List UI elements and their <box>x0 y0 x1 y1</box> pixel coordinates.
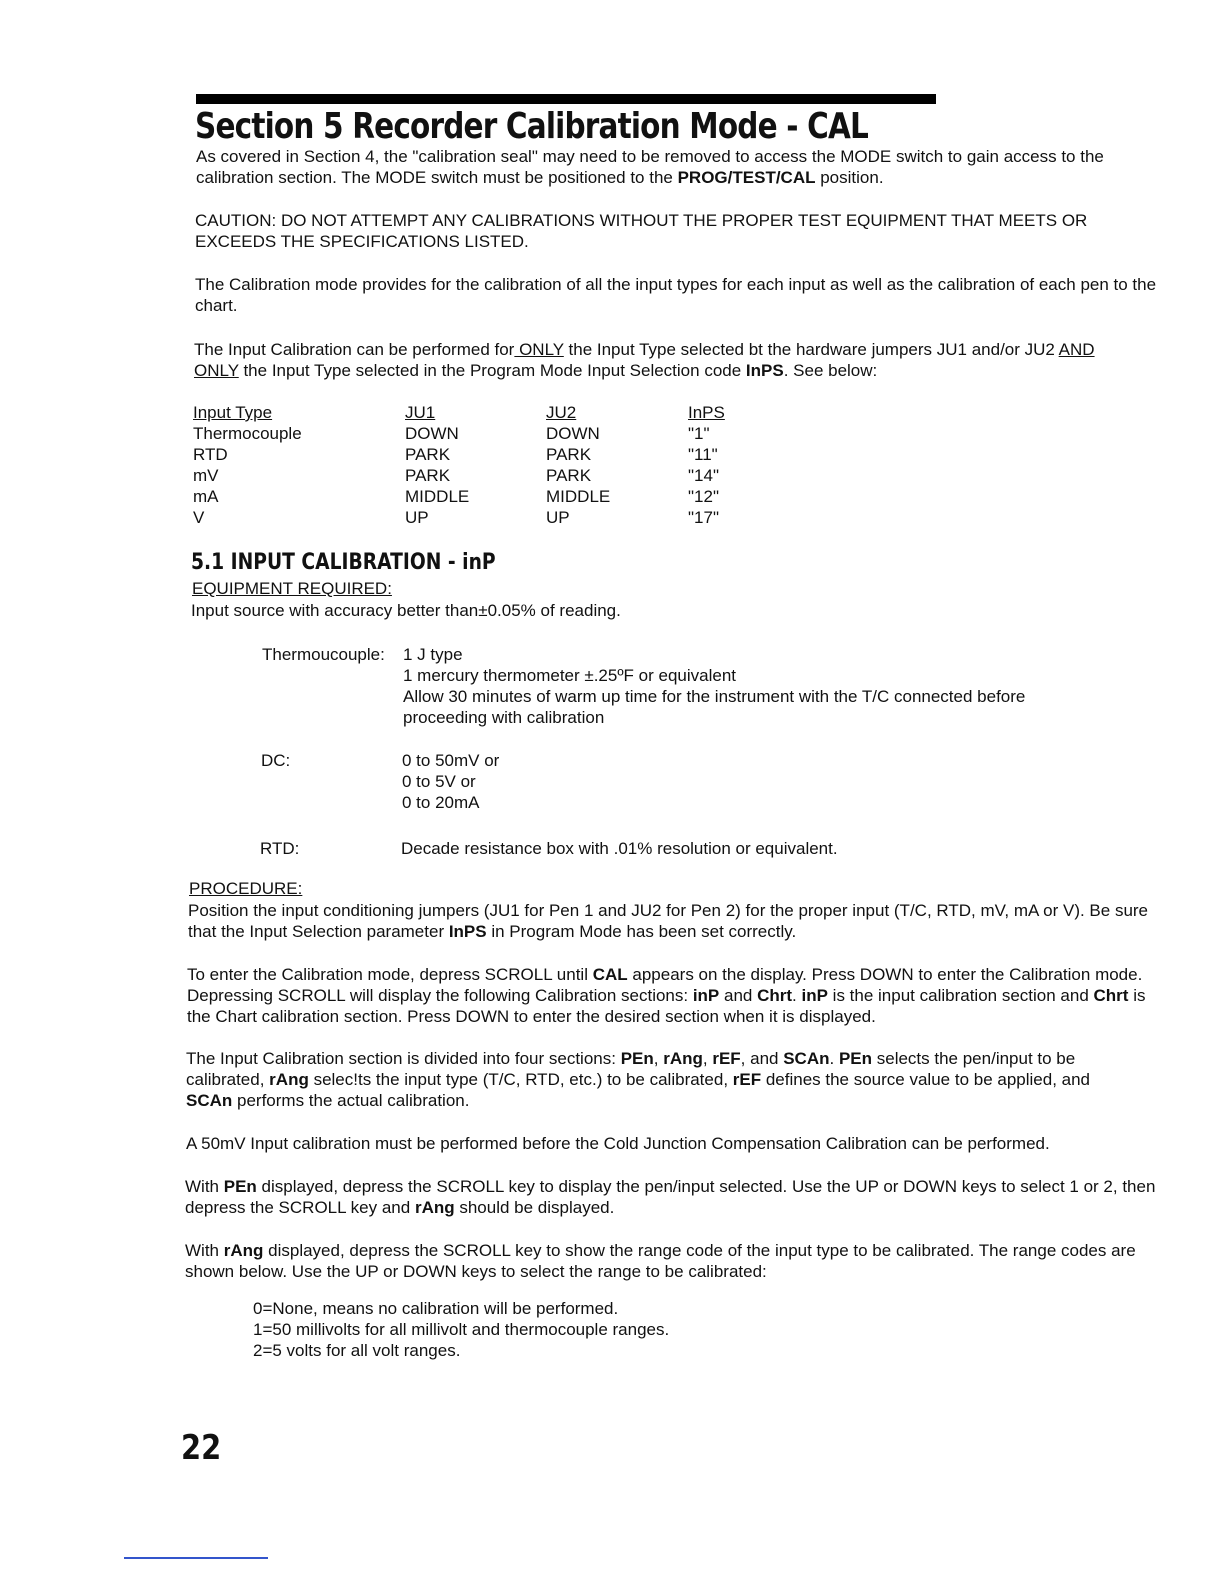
equipment-values <box>402 750 1102 813</box>
code-cal: CAL <box>592 965 628 984</box>
cell: "11" <box>688 445 718 464</box>
caution-paragraph: CAUTION: DO NOT ATTEMPT ANY CALIBRATIONS WITHOUT THE PROPER TEST EQUIPMENT THAT MEETS OR EXCEEDS THE SPECIFICATIONS LISTED. <box>195 211 1088 251</box>
equipment-line: proceeding with calibration <box>403 708 605 727</box>
code-rang: rAng <box>663 1049 703 1068</box>
code-scan: SCAn <box>186 1091 233 1110</box>
cell: PARK <box>405 445 451 464</box>
jumper-table <box>193 402 768 528</box>
equipment-values <box>403 644 1103 728</box>
mode-switch-position: PROG/TEST/CAL <box>677 168 816 187</box>
procedure-paragraph-6 <box>185 1240 1160 1282</box>
code-ref: rEF <box>732 1070 762 1089</box>
equipment-line: 0 to 50mV or <box>402 751 500 770</box>
emphasis-only: ONLY <box>514 340 564 359</box>
header-ju2: JU2 <box>546 403 577 422</box>
text-run: is the input calibration section and <box>827 986 1094 1005</box>
text-run: , <box>702 1049 713 1068</box>
cell: mV <box>193 466 219 485</box>
code-inps: InPS <box>745 361 784 380</box>
cell: MIDDLE <box>405 487 470 506</box>
text-run: The Input Calibration can be performed for <box>194 340 515 359</box>
code-chrt: Chrt <box>1093 986 1129 1005</box>
subsection-heading: 5.1 INPUT CALIBRATION - inP <box>191 550 496 575</box>
header-inps: InPS <box>688 403 725 422</box>
intro-paragraph <box>196 146 1156 188</box>
cell: mA <box>193 487 219 506</box>
input-calibration-paragraph <box>194 339 1154 381</box>
table-header-row <box>193 402 768 423</box>
table-row <box>193 465 768 486</box>
page-title: Section 5 Recorder Calibration Mode - CAL <box>195 106 869 147</box>
table-row <box>193 423 768 444</box>
equipment-label: DC: <box>261 751 291 770</box>
equipment-label: RTD: <box>260 839 300 858</box>
code-inps: InPS <box>448 922 487 941</box>
equipment-heading: EQUIPMENT REQUIRED: <box>192 579 392 598</box>
text-run: and <box>719 986 758 1005</box>
cell: RTD <box>193 445 228 464</box>
list-item: 0=None, means no calibration will be performed. <box>253 1299 619 1318</box>
text-run: displayed, depress the SCROLL key to display the pen/input selected. Use the UP or DOWN keys to select 1 or 2, then depress the SCROLL key and <box>185 1177 1156 1217</box>
text-run: should be displayed. <box>454 1198 615 1217</box>
cell: V <box>193 508 205 527</box>
code-inp: inP <box>801 986 828 1005</box>
cell: UP <box>546 508 570 527</box>
equipment-text: Input source with accuracy better than±0.05% of reading. <box>191 601 621 620</box>
cell: PARK <box>546 445 592 464</box>
equipment-line: 1 mercury thermometer ±.25ºF or equivalent <box>403 666 737 685</box>
page-number: 22 <box>181 1428 222 1468</box>
text-run: defines the source value to be applied, and <box>761 1070 1091 1089</box>
code-pen: PEn <box>620 1049 654 1068</box>
code-pen: PEn <box>838 1049 873 1068</box>
equipment-line: 0 to 5V or <box>402 772 476 791</box>
text-run: . See below: <box>783 361 878 380</box>
equipment-line: 0 to 20mA <box>402 793 480 812</box>
text-run: is the Chart calibration section. Press DOWN to enter the desired section when it is displayed. <box>187 986 1146 1026</box>
text-run: displayed, depress the SCROLL key to show the range code of the input type to be calibrated. The range codes are shown below. Use the UP or DOWN keys to select the range to be calibrated: <box>185 1241 1136 1281</box>
list-item: 2=5 volts for all volt ranges. <box>253 1341 461 1360</box>
calibration-mode-paragraph: The Calibration mode provides for the calibration of all the input types for each input as well as the calibration of each pen to the chart. <box>195 275 1157 315</box>
code-rang: rAng <box>414 1198 455 1217</box>
equipment-line: Decade resistance box with .01% resolution or equivalent. <box>401 839 838 858</box>
cell: PARK <box>546 466 592 485</box>
cell: DOWN <box>405 424 459 443</box>
equipment-label: Thermoucouple: <box>262 645 385 664</box>
text-run: the Input Type selected bt the hardware jumpers JU1 and/or JU2 <box>563 340 1059 359</box>
cell: UP <box>405 508 429 527</box>
code-inp: inP <box>692 986 720 1005</box>
intro-text: As covered in Section 4, the "calibration seal" may need to be removed to access the MODE switch to gain access to the calibration section. The MODE switch must be positioned to the <box>196 147 1104 187</box>
cell: PARK <box>405 466 451 485</box>
code-pen: PEn <box>223 1177 257 1196</box>
code-rang: rAng <box>223 1241 264 1260</box>
cell: "14" <box>688 466 719 485</box>
equipment-line: 1 J type <box>403 645 463 664</box>
code-rang: rAng <box>269 1070 309 1089</box>
text-run: With <box>185 1177 224 1196</box>
text-run: . <box>792 986 802 1005</box>
range-codes-list <box>253 1298 669 1361</box>
intro-text-end: position. <box>815 168 884 187</box>
text-run: With <box>185 1241 224 1260</box>
text-run: To enter the Calibration mode, depress SCROLL until <box>187 965 593 984</box>
text-run: selects the pen/input to be calibrated, <box>186 1049 1076 1089</box>
cell: MIDDLE <box>546 487 611 506</box>
text-run: Position the input conditioning jumpers (JU1 for Pen 1 and JU2 for Pen 2) for the proper input (T/C, RTD, mV, mA or V). Be sure that the Input Selection parameter <box>188 901 1149 941</box>
procedure-paragraph-1 <box>188 900 1163 942</box>
header-input-type: Input Type <box>193 403 273 422</box>
table-row <box>193 444 768 465</box>
code-scan: SCAn <box>783 1049 830 1068</box>
procedure-paragraph-2 <box>187 964 1167 1027</box>
procedure-paragraph-3 <box>186 1048 1136 1111</box>
table-row <box>193 507 768 528</box>
list-item: 1=50 millivolts for all millivolt and thermocouple ranges. <box>253 1320 670 1339</box>
text-run: appears on the display. Press DOWN to enter the Calibration mode. Depressing SCROLL will display the following Calibration sections: <box>187 965 1143 1005</box>
text-run: The Input Calibration section is divided into four sections: <box>186 1049 621 1068</box>
text-run: the Input Type selected in the Program Mode Input Selection code <box>238 361 746 380</box>
cell: "17" <box>688 508 719 527</box>
header-ju1: JU1 <box>405 403 436 422</box>
text-run: performs the actual calibration. <box>232 1091 470 1110</box>
equipment-line: Allow 30 minutes of warm up time for the instrument with the T/C connected before <box>403 687 1026 706</box>
section-top-rule <box>196 94 936 104</box>
code-chrt: Chrt <box>757 986 793 1005</box>
emphasis-only: ONLY <box>194 361 239 380</box>
cell: "1" <box>688 424 710 443</box>
code-ref: rEF <box>712 1049 741 1068</box>
cell: "12" <box>688 487 719 506</box>
emphasis-and: AND <box>1058 340 1095 359</box>
footer-divider <box>124 1557 268 1559</box>
cell: DOWN <box>546 424 600 443</box>
text-run: selec!ts the input type (T/C, RTD, etc.) to be calibrated, <box>308 1070 733 1089</box>
procedure-paragraph-4: A 50mV Input calibration must be performed before the Cold Junction Compensation Calibration can be performed. <box>186 1134 1050 1153</box>
table-row <box>193 486 768 507</box>
procedure-paragraph-5 <box>185 1176 1165 1218</box>
text-run: , and <box>740 1049 784 1068</box>
procedure-heading: PROCEDURE: <box>189 879 303 898</box>
cell: Thermocouple <box>193 424 302 443</box>
text-run: . <box>829 1049 839 1068</box>
text-run: , <box>653 1049 664 1068</box>
text-run: in Program Mode has been set correctly. <box>486 922 797 941</box>
